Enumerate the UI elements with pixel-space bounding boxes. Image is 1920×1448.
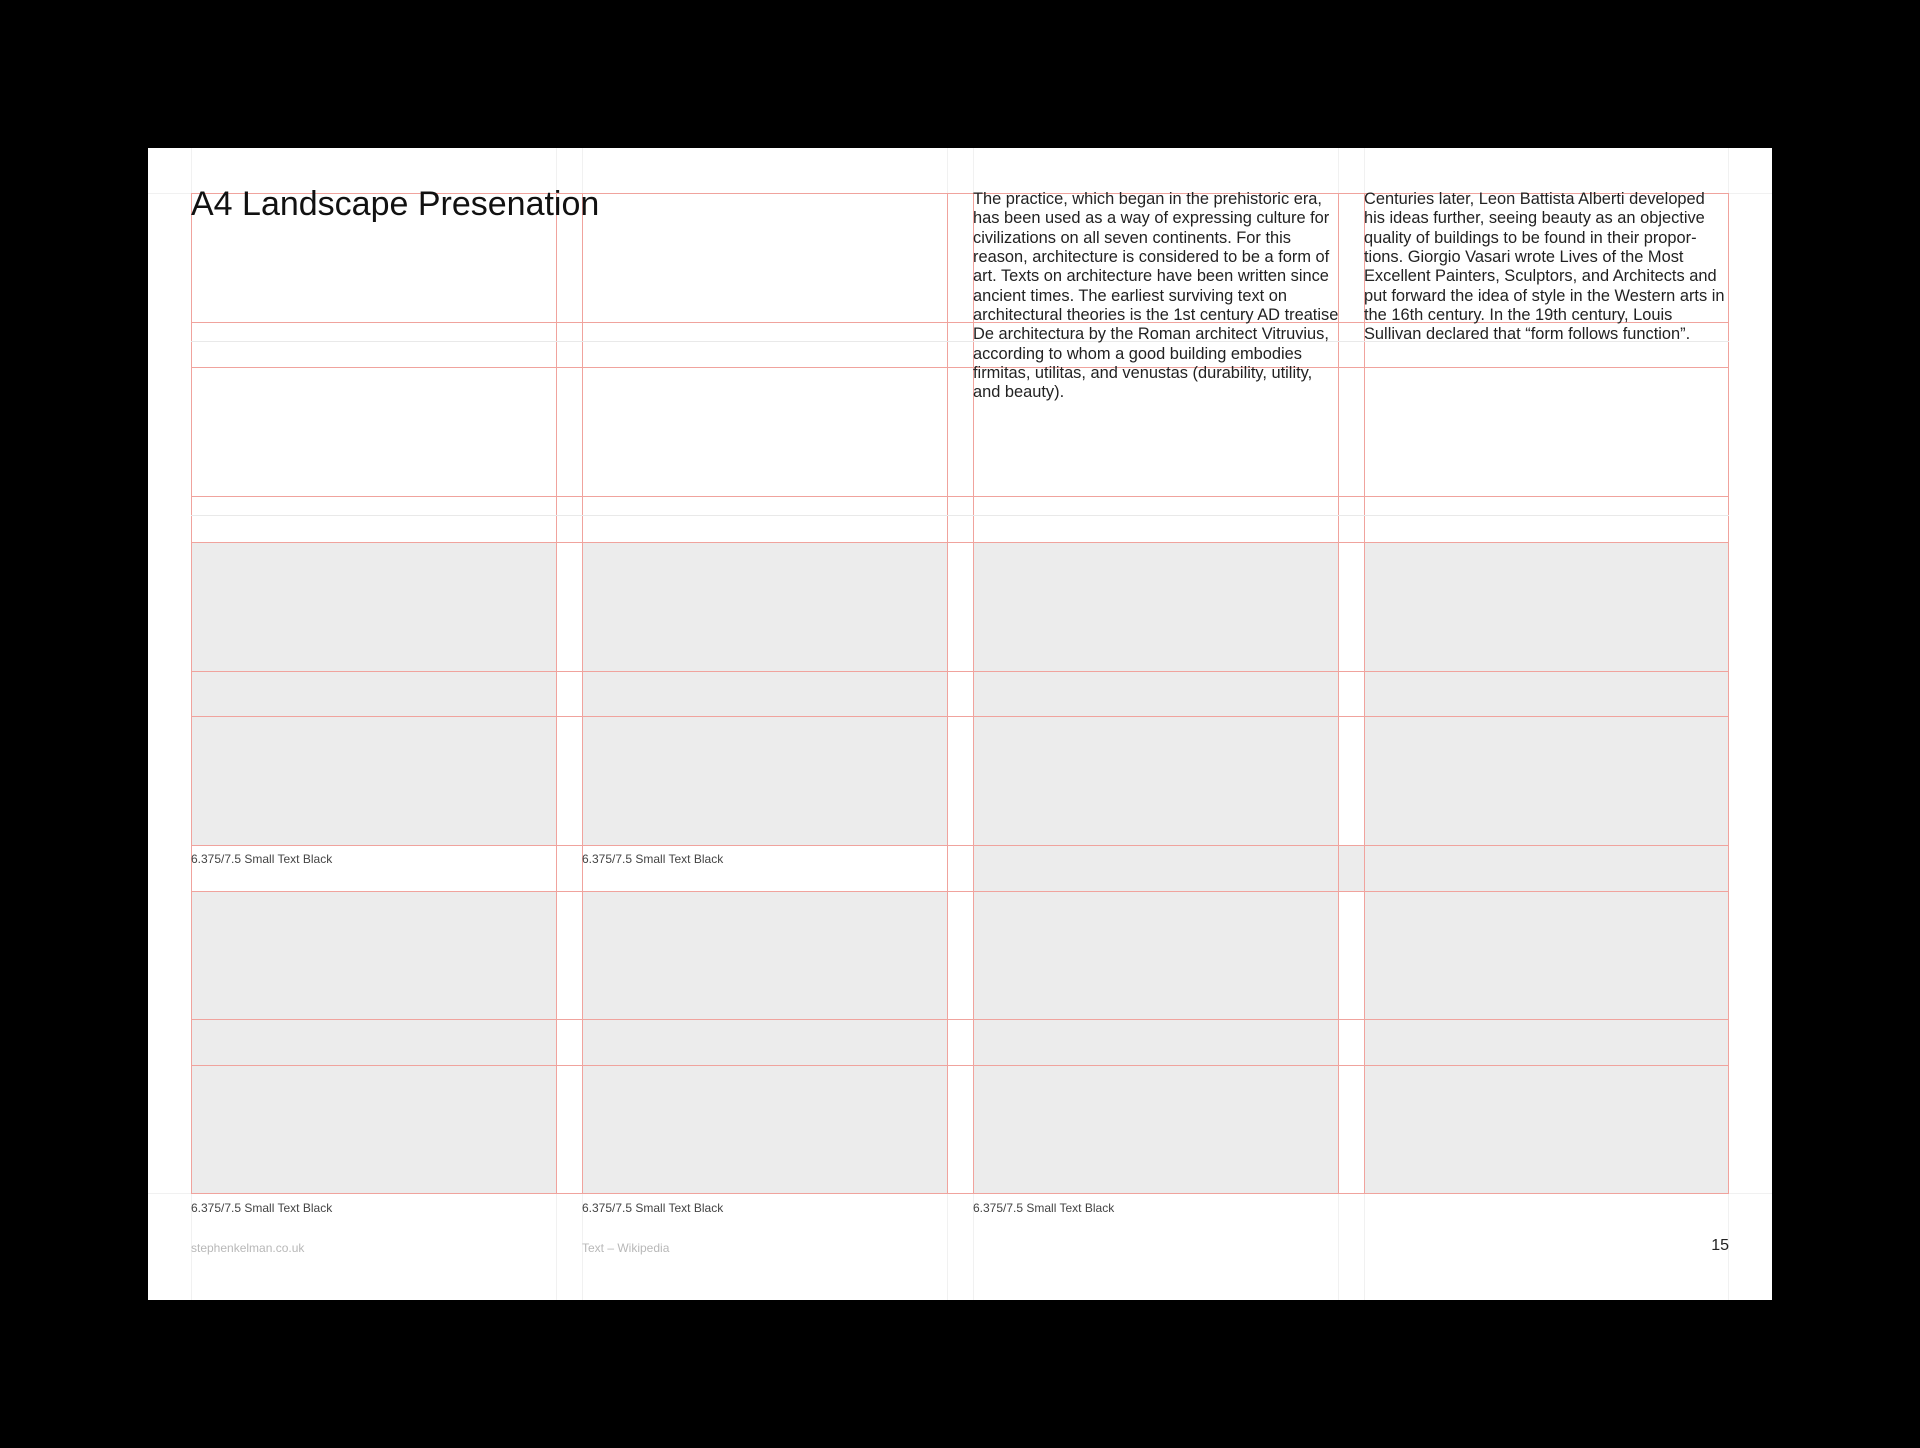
grid-column-line-3 bbox=[582, 193, 583, 1193]
caption-bottom-column-1: 6.375/7.5 Small Text Black bbox=[191, 1201, 333, 1215]
image-placeholder-r2-c3 bbox=[973, 891, 1338, 1193]
grid-column-line-1 bbox=[191, 193, 192, 1193]
caption-bottom-column-2: 6.375/7.5 Small Text Black bbox=[582, 1201, 724, 1215]
grid-column-line-2 bbox=[556, 193, 557, 1193]
grid-row-line-4 bbox=[191, 496, 1729, 497]
caption-bottom-column-3: 6.375/7.5 Small Text Black bbox=[973, 1201, 1115, 1215]
grid-row-line-11 bbox=[191, 1065, 1729, 1066]
body-text-column-3: The practice, which began in the prehistoric era, has been used as a way of expressing culture for civilizations on all seven continents. For this reason, architecture is considered to be a form of art. Texts on architecture have been written since ancient times. The earliest surviving text on architectural theories is the 1st century AD treatise De architectura by the Roman architect Vitruvius, according to whom a good building embodies firmitas, utilitas, and venustas (durability, utility, and beauty). bbox=[973, 190, 1339, 402]
grid-column-line-4 bbox=[947, 193, 948, 1193]
image-placeholder-gap-c3-c4 bbox=[973, 845, 1728, 891]
grid-row-line-12 bbox=[191, 1193, 1729, 1194]
image-placeholder-r1-c3 bbox=[973, 542, 1338, 845]
a4-landscape-page bbox=[148, 148, 1772, 1300]
image-placeholder-r1-c1 bbox=[191, 542, 556, 845]
grid-row-line-6 bbox=[191, 671, 1729, 672]
page-title: A4 Landscape Presenation bbox=[191, 185, 600, 223]
image-placeholder-r1-c4 bbox=[1364, 542, 1728, 845]
image-placeholder-r1-c2 bbox=[582, 542, 947, 845]
body-text-column-4: Centuries later, Leon Battista Alberti developed his ideas further, seeing beauty as an objective quality of buildings to be found in their propor-tions. Giorgio Vasari wrote Lives of the Most Excellent Painters, Sculptors, and Architects and put forward the idea of style in the Western arts in the 16th century. In the 19th century, Louis Sullivan declared that “form follows function”. bbox=[1364, 190, 1725, 344]
footer-website: stephenkelman.co.uk bbox=[191, 1241, 305, 1255]
caption-middle-column-1: 6.375/7.5 Small Text Black bbox=[191, 852, 333, 866]
image-placeholder-r2-c2 bbox=[582, 891, 947, 1193]
caption-middle-column-2: 6.375/7.5 Small Text Black bbox=[582, 852, 724, 866]
grid-row-line-5 bbox=[191, 542, 1729, 543]
image-placeholder-r2-c1 bbox=[191, 891, 556, 1193]
image-placeholder-r2-c4 bbox=[1364, 891, 1728, 1193]
grid-row-line-3 bbox=[191, 367, 1729, 368]
baseline-guide-2 bbox=[191, 515, 1729, 516]
grid-row-line-8 bbox=[191, 845, 1729, 846]
grid-row-line-9 bbox=[191, 891, 1729, 892]
footer-source: Text – Wikipedia bbox=[582, 1241, 670, 1255]
grid-row-line-7 bbox=[191, 716, 1729, 717]
page-number: 15 bbox=[1711, 1237, 1729, 1254]
grid-row-line-10 bbox=[191, 1019, 1729, 1020]
